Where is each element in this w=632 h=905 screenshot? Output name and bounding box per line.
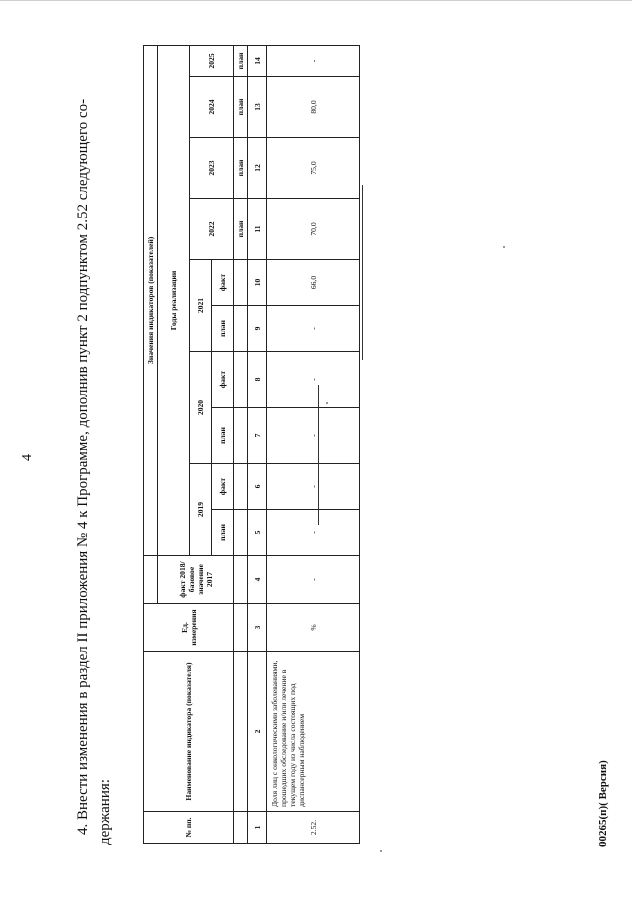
header-plan-2019: план	[212, 510, 234, 556]
header-base: факт 2018/базовое значение 2017	[158, 556, 234, 604]
header-year-2023: 2023	[190, 138, 234, 199]
intro-text-line-1: 4. Внести изменения в раздел II приложения № 4 к Программе, дополнив пункт 2 подпунктом 2.52 следующего со-	[75, 98, 91, 835]
row-plan-2023: 75,0	[267, 138, 360, 199]
header-year-2020: 2020	[190, 352, 212, 464]
col-number: 7	[248, 408, 267, 464]
header-blank	[144, 556, 158, 604]
header-num: № пп.	[144, 812, 234, 844]
col-number: 14	[248, 45, 267, 76]
row-fact-2019: -	[267, 464, 360, 510]
col-number: 8	[248, 352, 267, 408]
header-plan-2020: план	[212, 408, 234, 464]
row-plan-2024: 80,0	[267, 77, 360, 138]
page-number: 4	[20, 454, 35, 461]
table-row	[267, 45, 360, 843]
row-unit: %	[267, 604, 360, 652]
col-number: 1	[248, 812, 267, 844]
col-number: 3	[248, 604, 267, 652]
header-name: Наименование индикатора (показателя)	[144, 652, 234, 812]
document-footer: 00265(п)( Версия)	[597, 760, 609, 847]
scan-speck	[326, 402, 328, 404]
row-name: Доля лиц с онкологическими заболеваниями, прошедших обследование и/или лечение в текущем году из числа состоящих под диспансерным наблюдением	[267, 652, 360, 812]
header-year-2022: 2022	[190, 199, 234, 260]
col-number: 13	[248, 77, 267, 138]
col-number: 5	[248, 510, 267, 556]
col-number: 11	[248, 199, 267, 260]
header-fact-2021: факт	[212, 260, 234, 306]
header-plan-2023: план	[234, 138, 248, 199]
separator-line	[362, 185, 363, 360]
header-year-2025: 2025	[190, 45, 234, 76]
col-number: 12	[248, 138, 267, 199]
row-fact-2021: 66,0	[267, 260, 360, 306]
row-base: -	[267, 556, 360, 604]
header-plan-2024: план	[234, 77, 248, 138]
header-plan-2025: план	[234, 45, 248, 76]
row-plan-2022: 70,0	[267, 199, 360, 260]
scan-speck	[380, 850, 382, 852]
header-year-2024: 2024	[190, 77, 234, 138]
header-fact-2019: факт	[212, 464, 234, 510]
row-plan-2020: -	[267, 408, 360, 464]
row-fact-2020: -	[267, 352, 360, 408]
col-number: 10	[248, 260, 267, 306]
header-fact-2020: факт	[212, 352, 234, 408]
header-year-2021: 2021	[190, 260, 212, 352]
header-values-group: Значения индикаторов (показателей)	[144, 45, 158, 555]
header-year-2019: 2019	[190, 464, 212, 556]
col-number: 2	[248, 652, 267, 812]
col-number: 6	[248, 464, 267, 510]
row-plan-2025: -	[267, 45, 360, 76]
col-number: 4	[248, 556, 267, 604]
row-plan-2019: -	[267, 510, 360, 556]
scan-speck	[503, 246, 505, 248]
row-plan-2021: -	[267, 306, 360, 352]
col-number: 9	[248, 306, 267, 352]
separator-line	[318, 385, 319, 525]
header-plan-2022: план	[234, 199, 248, 260]
header-unit: Ед. измерения	[144, 604, 234, 652]
row-num: 2.52.	[267, 812, 360, 844]
intro-text-line-2: держания:	[97, 779, 113, 845]
header-years-group: Годы реализации	[158, 45, 190, 555]
indicator-table	[143, 45, 360, 844]
header-plan-2021: план	[212, 306, 234, 352]
